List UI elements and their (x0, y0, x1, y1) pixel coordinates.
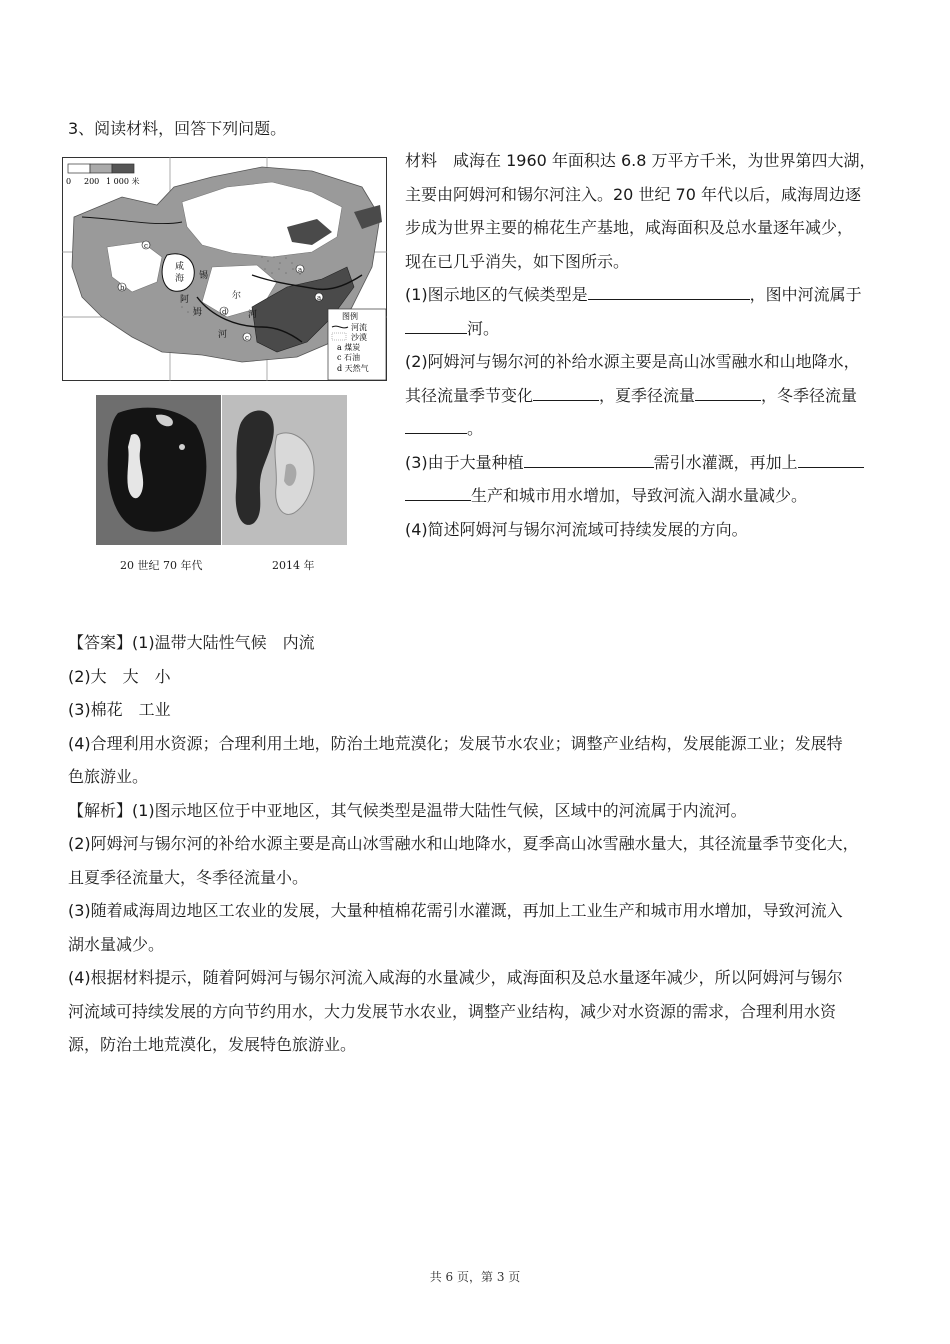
svg-text:咸: 咸 (175, 262, 185, 272)
question-title: 3、阅读材料，回答下列问题。 (68, 119, 287, 138)
material-line: 主要由阿姆河和锡尔河注入。20 世纪 70 年代以后，咸海周边逐 (405, 184, 861, 204)
answer-line: 色旅游业。 (68, 767, 149, 786)
analysis-line: (3)随着咸海周边地区工农业的发展，大量种植棉花需引水灌溉，再加上工业生产和城市用水增加，导致河流入 (68, 901, 843, 920)
answer-blank (405, 316, 467, 334)
svg-text:c: c (245, 334, 249, 342)
answer-blank (695, 383, 761, 401)
answer-blank (405, 416, 467, 434)
svg-text:c: c (144, 242, 148, 250)
answer-analysis-section (68, 626, 888, 1062)
answer-blank (405, 483, 471, 501)
svg-text:a 煤炭: a 煤炭 (337, 343, 361, 352)
svg-text:姆: 姆 (193, 308, 203, 318)
analysis-line: 源，防治土地荒漠化，发展特色旅游业。 (68, 1035, 357, 1054)
question-3-cont: 生产和城市用水增加，导致河流入湖水量减少。 (405, 479, 895, 513)
question-1-cont: 河。 (405, 312, 895, 346)
answer-line: (3)棉花 工业 (68, 700, 171, 719)
svg-text:河: 河 (248, 310, 258, 320)
svg-text:河流: 河流 (351, 323, 367, 332)
answer-line: (4)合理利用水资源；合理利用土地，防治土地荒漠化；发展节水农业；调整产业结构，发展能源工业；发展特 (68, 733, 843, 753)
figure-panel (62, 157, 387, 582)
answer-line: (2)大 大 小 (68, 666, 171, 686)
caption-1970s: 20 世纪 70 年代 (120, 559, 203, 572)
answer-line: 【答案】(1)温带大陆性气候 内流 (68, 633, 315, 652)
svg-text:河: 河 (218, 330, 228, 340)
question-3: (3)由于大量种植 需引水灌溉，再加上 (405, 446, 895, 480)
map-legend (328, 309, 386, 380)
svg-text:1 000 米: 1 000 米 (106, 177, 140, 186)
satellite-image-1970s (96, 395, 221, 545)
svg-text:尔: 尔 (232, 291, 242, 301)
svg-text:海: 海 (175, 274, 185, 284)
question-2-cont: 其径流量季节变化 ，夏季径流量 ，冬季径流量 (405, 379, 895, 413)
question-2: (2)阿姆河与锡尔河的补给水源主要是高山冰雪融水和山地降水， (405, 352, 860, 371)
analysis-line: (4)根据材料提示，随着阿姆河与锡尔河流入咸海的水量减少，咸海面积及总水量逐年减少，所以阿姆河与锡尔 (68, 968, 843, 987)
analysis-line: 且夏季径流量大，冬季径流量小。 (68, 867, 309, 887)
question-4: (4)简述阿姆河与锡尔河流域可持续发展的方向。 (405, 519, 748, 539)
caption-2014: 2014 年 (272, 559, 315, 572)
analysis-line: 河流域可持续发展的方向节约用水，大力发展节水农业，调整产业结构，减少对水资源的需求，合理利用水资 (68, 1001, 837, 1021)
svg-text:阿: 阿 (180, 295, 190, 305)
question-1: (1)图示地区的气候类型是 ，图中河流属于 (405, 278, 895, 312)
question-2-end: 。 (405, 412, 895, 446)
analysis-line: 【解析】(1)图示地区位于中亚地区，其气候类型是温带大陆性气候，区域中的河流属于内流河。 (68, 800, 747, 820)
answer-blank (588, 282, 750, 300)
svg-text:d: d (222, 308, 227, 316)
page-footer: 共 6 页，第 3 页 (429, 1270, 521, 1284)
svg-text:b: b (120, 284, 125, 292)
aral-sea-region-map (62, 157, 387, 381)
svg-text:a: a (317, 294, 322, 302)
svg-text:0: 0 (66, 177, 72, 186)
material-line: 材料 咸海在 1960 年面积达 6.8 万平方千米，为世界第四大湖， (405, 151, 876, 170)
svg-text:锡: 锡 (199, 271, 209, 281)
analysis-line: (2)阿姆河与锡尔河的补给水源主要是高山冰雪融水和山地降水，夏季高山冰雪融水量大，其径流量季节变化大， (68, 834, 859, 853)
material-line: 现在已几乎消失，如下图所示。 (405, 251, 630, 271)
svg-text:d 天然气: d 天然气 (337, 364, 369, 373)
svg-text:图例: 图例 (342, 312, 358, 321)
satellite-image-2014 (222, 395, 347, 545)
svg-text:c 石油: c 石油 (337, 353, 361, 362)
answer-blank (798, 450, 864, 468)
answer-blank (533, 383, 599, 401)
material-and-questions (405, 144, 895, 546)
answer-blank (524, 450, 654, 468)
svg-text:a: a (298, 266, 303, 274)
svg-text:沙漠: 沙漠 (351, 333, 367, 342)
svg-text:200: 200 (84, 177, 100, 186)
material-line: 步成为世界主要的棉花生产基地，咸海面积及总水量逐年减少， (405, 218, 854, 237)
analysis-line: 湖水量减少。 (68, 934, 165, 954)
